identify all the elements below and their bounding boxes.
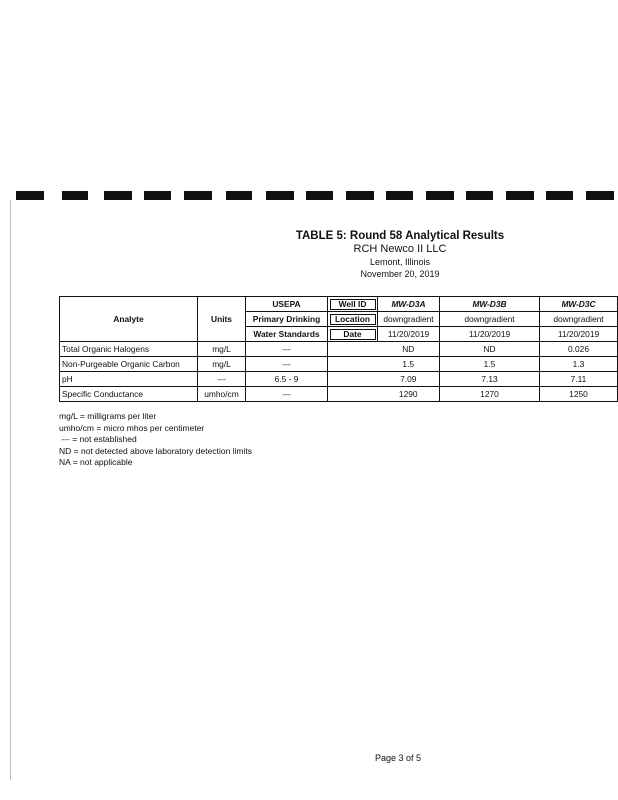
result-value: ND bbox=[378, 342, 440, 357]
page-number: Page 3 of 5 bbox=[375, 753, 422, 763]
dashed-separator bbox=[16, 191, 616, 201]
site-location: Lemont, Illinois bbox=[369, 257, 431, 267]
table-row bbox=[60, 357, 618, 372]
well-location: downgradient bbox=[540, 312, 618, 327]
analyte-units: mg/L bbox=[198, 357, 246, 372]
analyte-standard: --- bbox=[246, 357, 328, 372]
table-row bbox=[60, 387, 618, 402]
note-line: --- = not established bbox=[59, 434, 137, 444]
well-id: MW-D3A bbox=[378, 297, 440, 312]
note-line: mg/L = milligrams per liter bbox=[59, 411, 157, 421]
row-label: Location bbox=[328, 312, 378, 327]
result-value: 1250 bbox=[540, 387, 618, 402]
analyte-name: pH bbox=[60, 372, 198, 387]
result-value: 0.026 bbox=[540, 342, 618, 357]
result-value: 1.3 bbox=[540, 357, 618, 372]
well-date: 11/20/2019 bbox=[540, 327, 618, 342]
results-table bbox=[59, 296, 618, 402]
analyte-name: Specific Conductance bbox=[60, 387, 198, 402]
result-value: 1270 bbox=[440, 387, 540, 402]
standard-header-line: USEPA bbox=[246, 297, 328, 312]
analyte-standard: 6.5 - 9 bbox=[246, 372, 328, 387]
note-line: ND = not detected above laboratory detection limits bbox=[59, 445, 253, 456]
standard-header-line: Water Standards bbox=[246, 327, 328, 342]
row-label: Date bbox=[328, 327, 378, 342]
row-label: Well ID bbox=[328, 297, 378, 312]
spacer-cell bbox=[328, 372, 378, 387]
title-block bbox=[250, 230, 550, 279]
well-date: 11/20/2019 bbox=[440, 327, 540, 342]
scan-edge-line bbox=[10, 200, 11, 780]
note-line: NA = not applicable bbox=[59, 457, 133, 467]
well-date: 11/20/2019 bbox=[378, 327, 440, 342]
result-value: 7.09 bbox=[378, 372, 440, 387]
well-id: MW-D3C bbox=[540, 297, 618, 312]
analyte-units: --- bbox=[198, 372, 246, 387]
table-notes bbox=[59, 411, 252, 469]
spacer-cell bbox=[328, 342, 378, 357]
well-id: MW-D3B bbox=[440, 297, 540, 312]
standard-header-line: Primary Drinking bbox=[246, 312, 328, 327]
result-value: 1.5 bbox=[440, 357, 540, 372]
table-row bbox=[60, 342, 618, 357]
analyte-standard: --- bbox=[246, 387, 328, 402]
analyte-name: Non-Purgeable Organic Carbon bbox=[60, 357, 198, 372]
table-row bbox=[60, 372, 618, 387]
analyte-units: umho/cm bbox=[198, 387, 246, 402]
note-line: umho/cm = micro mhos per centimeter bbox=[59, 422, 205, 433]
table-title: TABLE 5: Round 58 Analytical Results bbox=[295, 230, 505, 242]
result-value: 7.11 bbox=[540, 372, 618, 387]
well-location: downgradient bbox=[378, 312, 440, 327]
analyte-units: mg/L bbox=[198, 342, 246, 357]
units-header: Units bbox=[198, 297, 246, 342]
well-location: downgradient bbox=[440, 312, 540, 327]
company-name: RCH Newco II LLC bbox=[353, 243, 447, 255]
result-value: 1290 bbox=[378, 387, 440, 402]
spacer-cell bbox=[328, 357, 378, 372]
result-value: ND bbox=[440, 342, 540, 357]
result-value: 7.13 bbox=[440, 372, 540, 387]
analyte-header: Analyte bbox=[60, 297, 198, 342]
analyte-name: Total Organic Halogens bbox=[60, 342, 198, 357]
result-value: 1.5 bbox=[378, 357, 440, 372]
analyte-standard: --- bbox=[246, 342, 328, 357]
spacer-cell bbox=[328, 387, 378, 402]
sample-date: November 20, 2019 bbox=[360, 269, 440, 279]
